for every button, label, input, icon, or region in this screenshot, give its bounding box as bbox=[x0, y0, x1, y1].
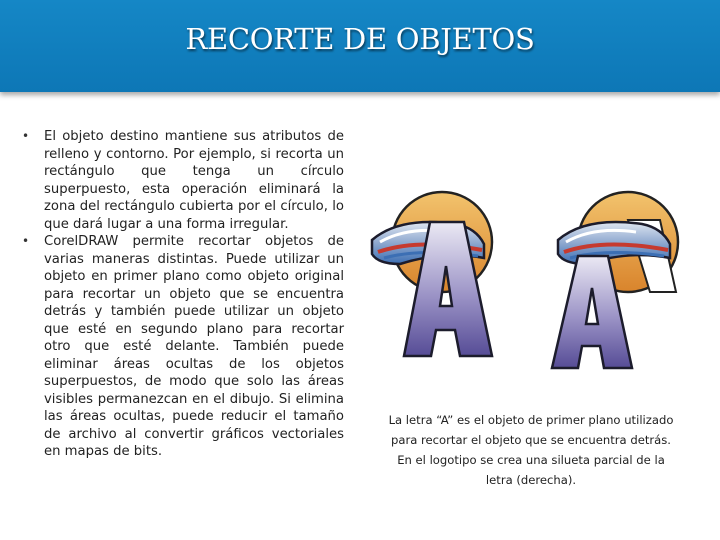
image-caption: La letra “A” es el objeto de primer plano utilizado para recortar el objeto que se encuentra detrás. En el logotipo se crea una silueta parcial de la letra (derecha). bbox=[388, 413, 674, 487]
logo-right bbox=[552, 192, 678, 368]
title-bar bbox=[0, 0, 720, 92]
bullet-dot: • bbox=[22, 129, 30, 143]
logo-left bbox=[372, 192, 492, 356]
logo-illustration bbox=[360, 180, 696, 374]
bullet-item bbox=[22, 128, 344, 233]
bullet-text: CorelDRAW permite recortar objetos de varias maneras distintas. Puede utilizar un objeto en primer plano como objeto original para recortar un objeto que se encuentra detrás y también puede utilizar un objeto que esté en segundo plano para recortar otro que esté delante. También puede eliminar áreas ocultas de los objetos superpuestos, de modo que solo las áreas visibles permanezcan en el dibujo. Si elimina las áreas ocultas, puede reducir el tamaño de archivo al convertir gráficos vectoriales en mapas de bits. bbox=[44, 234, 344, 459]
logo-svg bbox=[360, 180, 696, 374]
bullet-text: El objeto destino mantiene sus atributos de relleno y contorno. Por ejemplo, si recorta un rectángulo que tenga un círculo superpuesto, esta operación eliminará la zona del rectángulo cubierta por el círculo, lo que dará lugar a una forma irregular. bbox=[44, 129, 344, 232]
bullet-dot: • bbox=[22, 234, 30, 248]
bullet-list bbox=[22, 128, 344, 461]
slide-title: RECORTE DE OBJETOS bbox=[185, 22, 535, 56]
bullet-item bbox=[22, 233, 344, 461]
